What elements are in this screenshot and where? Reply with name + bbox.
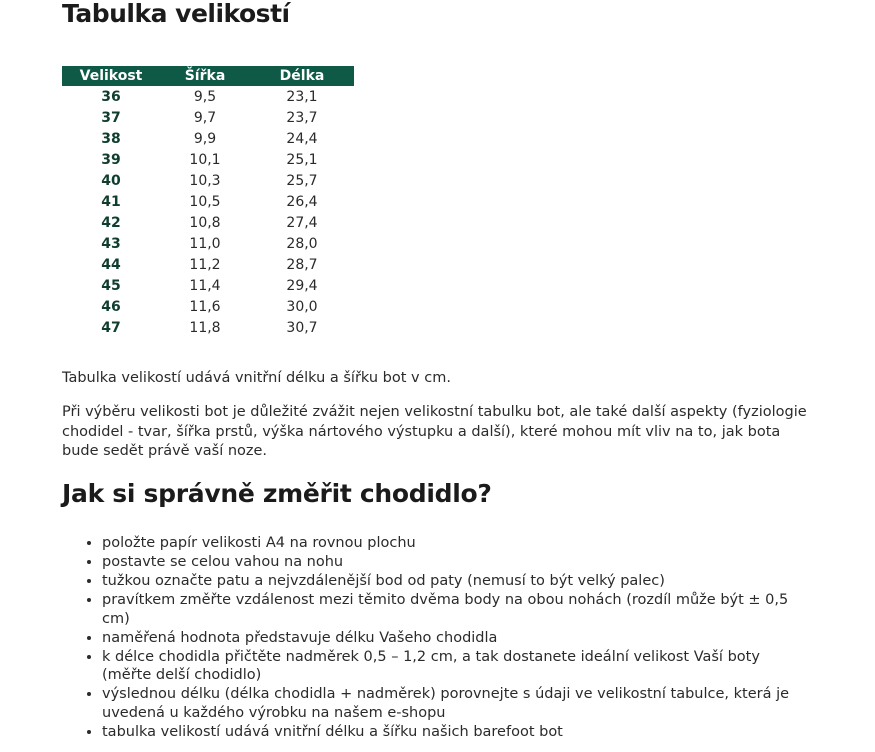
measure-foot-heading: Jak si správně změřit chodidlo? xyxy=(62,479,492,508)
size-cell: 41 xyxy=(101,193,121,210)
length-cell: 24,4 xyxy=(286,130,318,147)
width-cell: 9,9 xyxy=(193,130,217,147)
list-item: • tužkou označte patu a nejvzdálenější bod od paty (nemusí to být velký palec) xyxy=(102,572,802,591)
table-note-paragraph: Tabulka velikostí udává vnitřní délku a šířku bot v cm. xyxy=(62,370,451,386)
width-cell: 10,8 xyxy=(189,214,221,231)
width-cell: 11,2 xyxy=(189,256,221,273)
size-cell: 47 xyxy=(101,319,121,336)
length-cell: 23,1 xyxy=(286,88,318,105)
page-title: Tabulka velikostí xyxy=(62,0,290,28)
table-row xyxy=(62,233,354,254)
length-cell: 28,7 xyxy=(286,256,318,273)
size-cell: 39 xyxy=(101,151,121,168)
table-row xyxy=(62,212,354,233)
width-cell: 10,3 xyxy=(189,172,221,189)
table-row xyxy=(62,296,354,317)
size-cell: 44 xyxy=(101,256,121,273)
list-item: • výslednou délku (délka chodidla + nadměrek) porovnejte s údaji ve velikostní tabulce, která je uvedená u každého výrobku na našem e-shopu xyxy=(102,685,802,722)
width-cell: 11,0 xyxy=(189,235,221,252)
size-advice-paragraph: Při výběru velikosti bot je důležité zvážit nejen velikostní tabulku bot, ale také další aspekty (fyziologie chodidel - tvar, šířka prstů, výška nártového výstupku a další), které mohou mít vliv na to, jak bota bude sedět právě vaší noze. xyxy=(62,404,807,459)
table-row xyxy=(62,107,354,128)
length-cell: 25,7 xyxy=(286,172,318,189)
length-cell: 23,7 xyxy=(286,109,318,126)
list-item: • tabulka velikostí udává vnitřní délku a šířku našich barefoot bot xyxy=(102,723,802,742)
size-cell: 45 xyxy=(101,277,121,294)
list-item: • naměřená hodnota představuje délku Vašeho chodidla xyxy=(102,629,802,648)
width-cell: 9,5 xyxy=(193,88,217,105)
measurement-steps-list xyxy=(84,534,802,742)
header-size: Velikost xyxy=(62,66,160,86)
list-item: • k délce chodidla přičtěte nadměrek 0,5 – 1,2 cm, a tak dostanete ideální velikost Vaší boty (měřte delší chodidlo) xyxy=(102,648,802,685)
table-row xyxy=(62,86,354,107)
list-item: • pravítkem změřte vzdálenost mezi těmito dvěma body na obou nohách (rozdíl může být ± 0,5 cm) xyxy=(102,591,802,628)
header-width: Šířka xyxy=(160,66,250,86)
table-header-row xyxy=(62,66,354,86)
width-cell: 11,8 xyxy=(189,319,221,336)
table-row xyxy=(62,191,354,212)
size-table xyxy=(62,66,354,338)
size-cell: 42 xyxy=(101,214,121,231)
size-cell: 43 xyxy=(101,235,121,252)
table-row xyxy=(62,170,354,191)
table-row xyxy=(62,149,354,170)
list-item: • položte papír velikosti A4 na rovnou plochu xyxy=(102,534,802,553)
length-cell: 25,1 xyxy=(286,151,318,168)
size-cell: 40 xyxy=(101,172,121,189)
length-cell: 29,4 xyxy=(286,277,318,294)
length-cell: 27,4 xyxy=(286,214,318,231)
width-cell: 10,1 xyxy=(189,151,221,168)
width-cell: 11,4 xyxy=(189,277,221,294)
length-cell: 30,7 xyxy=(286,319,318,336)
size-cell: 38 xyxy=(101,130,121,147)
length-cell: 30,0 xyxy=(286,298,318,315)
size-cell: 37 xyxy=(101,109,121,126)
width-cell: 10,5 xyxy=(189,193,221,210)
size-cell: 46 xyxy=(101,298,121,315)
table-row xyxy=(62,128,354,149)
table-row xyxy=(62,275,354,296)
width-cell: 11,6 xyxy=(189,298,221,315)
table-row xyxy=(62,254,354,275)
table-row xyxy=(62,317,354,338)
header-length: Délka xyxy=(250,66,354,86)
size-cell: 36 xyxy=(101,88,121,105)
length-cell: 28,0 xyxy=(286,235,318,252)
width-cell: 9,7 xyxy=(193,109,217,126)
length-cell: 26,4 xyxy=(286,193,318,210)
list-item: • postavte se celou vahou na nohu xyxy=(102,553,802,572)
